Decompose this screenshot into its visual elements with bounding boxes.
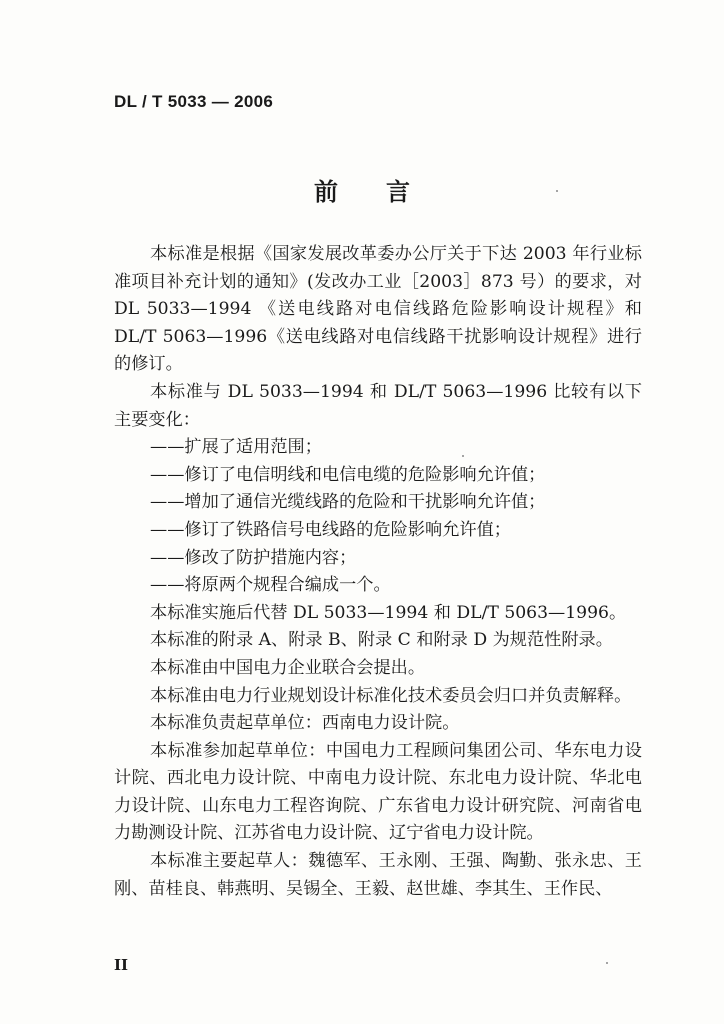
document-body bbox=[114, 241, 642, 903]
standard-code-header: DL / T 5033 — 2006 bbox=[114, 92, 274, 111]
paragraph-main-drafters: 本标准主要起草人：魏德军、王永刚、王强、陶勤、张永忠、王刚、苗桂良、韩燕明、吴锡全、王毅、赵世雄、李其生、王作民、 bbox=[114, 851, 642, 899]
change-item: ——修订了电信明线和电信电缆的危险影响允许值； bbox=[150, 464, 546, 485]
page-title: 前言 bbox=[314, 178, 458, 206]
scan-speck bbox=[606, 962, 608, 964]
paragraph-changes-intro: 本标准与 DL 5033—1994 和 DL/T 5063—1996 比较有以下主要变化： bbox=[114, 381, 642, 430]
change-item: ——增加了通信光缆线路的危险和干扰影响允许值； bbox=[150, 492, 546, 513]
paragraph-appendices: 本标准的附录 A、附录 B、附录 C 和附录 D 为规范性附录。 bbox=[150, 630, 613, 651]
paragraph-participating-drafters: 本标准参加起草单位：中国电力工程顾问集团公司、华东电力设计院、西北电力设计院、中南电力设计院、东北电力设计院、华北电力设计院、山东电力工程咨询院、广东省电力设计研究院、河南省电力勘测设计院、江苏省电力设计院、辽宁省电力设计院。 bbox=[114, 740, 642, 844]
change-item: ——修订了铁路信号电线路的危险影响允许值； bbox=[150, 519, 511, 540]
change-item: ——修改了防护措施内容； bbox=[150, 547, 357, 568]
page-number: II bbox=[114, 956, 129, 974]
change-item: ——将原两个规程合编成一个。 bbox=[150, 575, 391, 596]
paragraph-replaces: 本标准实施后代替 DL 5033—1994 和 DL/T 5063—1996。 bbox=[150, 602, 627, 623]
paragraph-proposer: 本标准由中国电力企业联合会提出。 bbox=[150, 657, 426, 678]
change-item: ——扩展了适用范围； bbox=[150, 437, 322, 458]
paragraph-basis: 本标准是根据《国家发展改革委办公厅关于下达 2003 年行业标准项目补充计划的通知》(发改办工业［2003］873 号）的要求，对 DL 5033—1994 《送电线路对电信线路危险影响设计规程》和 DL/T 5063—1996《送电线路对电信线路干扰影响设计规程》进行的修订。 bbox=[114, 244, 642, 375]
scan-speck bbox=[462, 455, 464, 457]
paragraph-lead-drafter: 本标准负责起草单位：西南电力设计院。 bbox=[150, 713, 460, 734]
paragraph-interpretation: 本标准由电力行业规划设计标准化技术委员会归口并负责解释。 bbox=[150, 685, 632, 706]
scan-speck bbox=[556, 190, 558, 192]
